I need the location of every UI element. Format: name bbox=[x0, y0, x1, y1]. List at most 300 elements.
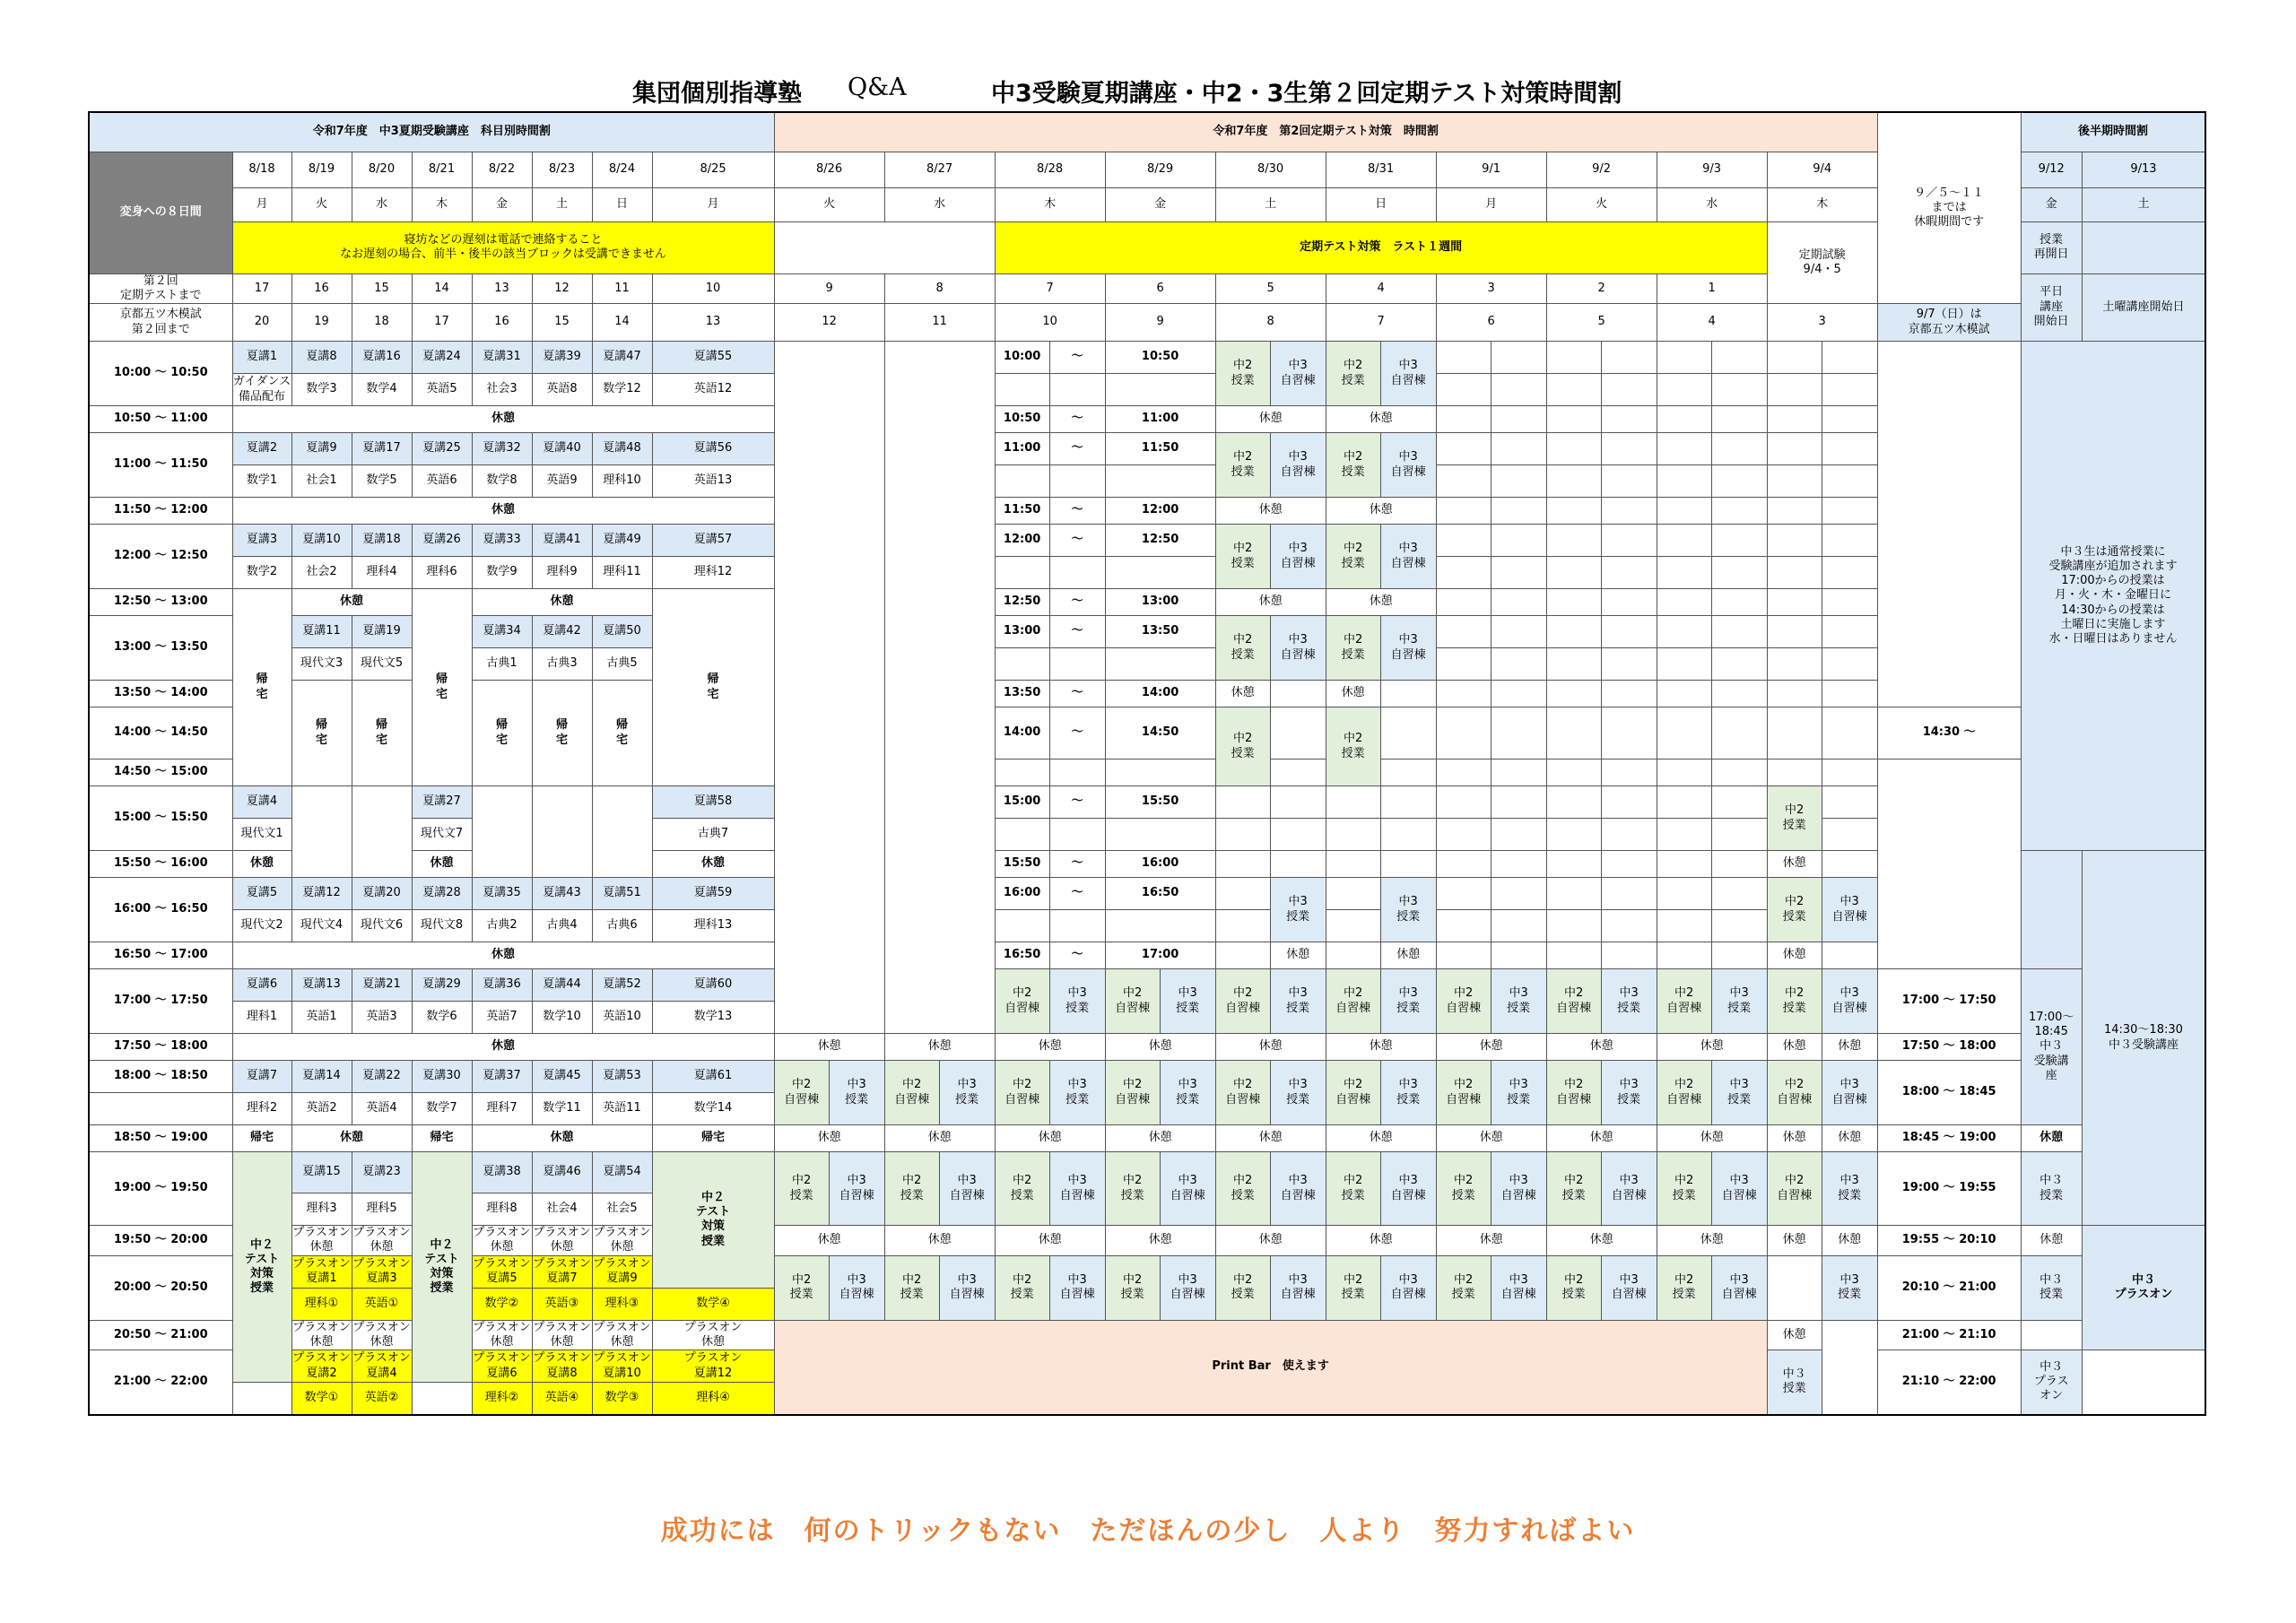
timetable-cell: 14:00 ～ 14:50 bbox=[89, 707, 232, 759]
timetable-cell: 夏講24 bbox=[412, 342, 472, 374]
timetable-cell: 土 bbox=[532, 187, 592, 221]
timetable-cell bbox=[1601, 759, 1657, 786]
timetable-cell: 夏講20 bbox=[352, 878, 412, 910]
timetable-cell: 数学6 bbox=[412, 1002, 472, 1034]
timetable-cell bbox=[1767, 557, 1822, 589]
page-title: 中3受験夏期講座・中2・3生第２回定期テスト対策時間割 bbox=[991, 80, 1622, 108]
timetable-cell: 中2 授業 bbox=[1326, 616, 1380, 681]
timetable-cell bbox=[1711, 878, 1767, 910]
timetable-cell: 中3 授業 bbox=[1491, 1061, 1546, 1125]
timetable-cell: 定期テスト対策 ラスト１週間 bbox=[995, 221, 1767, 273]
timetable-cell bbox=[1326, 910, 1380, 942]
timetable-cell: 14:50 ～ 15:00 bbox=[89, 759, 232, 786]
timetable-cell bbox=[1270, 681, 1326, 707]
timetable-cell bbox=[995, 759, 1049, 786]
timetable-cell: ～ bbox=[1049, 406, 1105, 433]
timetable-cell bbox=[1877, 759, 2021, 969]
timetable-cell: 休憩 bbox=[1546, 1125, 1657, 1152]
timetable-cell: 休憩 bbox=[884, 1125, 995, 1152]
timetable-cell: 中3 授業 bbox=[1380, 878, 1436, 942]
timetable-cell: 現代文5 bbox=[352, 648, 412, 681]
timetable-cell: 数学① bbox=[291, 1383, 352, 1415]
timetable-cell: 授業 再開日 bbox=[2021, 221, 2082, 273]
timetable-cell bbox=[1601, 786, 1657, 819]
timetable-cell: 休憩 bbox=[1326, 1125, 1436, 1152]
timetable-cell: 中2 自習棟 bbox=[1215, 969, 1270, 1034]
timetable-cell: 13:50 bbox=[1105, 616, 1215, 648]
timetable-cell: 夏講19 bbox=[352, 616, 412, 648]
timetable-cell bbox=[1491, 616, 1546, 648]
timetable-cell: 夏講31 bbox=[472, 342, 532, 374]
timetable-cell: 英語1 bbox=[291, 1002, 352, 1034]
timetable-cell: 火 bbox=[774, 187, 884, 221]
timetable-cell: 火 bbox=[1546, 187, 1657, 221]
timetable-cell: 中2 授業 bbox=[995, 1152, 1049, 1226]
timetable-cell: 中2 授業 bbox=[884, 1255, 939, 1320]
timetable-cell bbox=[1380, 786, 1436, 819]
timetable-cell: 現代文1 bbox=[232, 819, 291, 851]
timetable-cell: ～ bbox=[1049, 433, 1105, 465]
timetable-cell: 中３ プラスオン bbox=[2082, 1226, 2205, 1350]
timetable-cell: 9 bbox=[774, 273, 884, 304]
timetable-cell: 中2 授業 bbox=[1105, 1255, 1160, 1320]
timetable-cell bbox=[1601, 498, 1657, 525]
timetable-cell: 帰宅 bbox=[652, 1125, 774, 1152]
timetable-cell: 中3 自習棟 bbox=[1711, 1152, 1767, 1226]
timetable-cell: 17:00～ 18:45 中３ 受験講 座 bbox=[2021, 969, 2082, 1125]
timetable-cell bbox=[1711, 498, 1767, 525]
timetable-cell: 中3 授業 bbox=[1270, 969, 1326, 1034]
timetable-cell: 休憩 bbox=[1105, 1226, 1215, 1256]
timetable-cell: 夏講37 bbox=[472, 1061, 532, 1093]
timetable-cell: 数学1 bbox=[232, 465, 291, 498]
timetable-cell bbox=[1822, 498, 1877, 525]
timetable-cell: 休憩 bbox=[1215, 681, 1270, 707]
timetable-cell: 中3 自習棟 bbox=[1380, 525, 1436, 589]
timetable-cell: 理科① bbox=[291, 1288, 352, 1320]
timetable-cell bbox=[1767, 648, 1822, 681]
timetable-cell: 中2 授業 bbox=[1215, 616, 1270, 681]
timetable-cell bbox=[1491, 759, 1546, 786]
timetable-cell bbox=[1711, 707, 1767, 759]
timetable-cell: 中3 授業 bbox=[1270, 1061, 1326, 1125]
timetable-cell: 木 bbox=[995, 187, 1105, 221]
timetable-cell bbox=[1215, 878, 1270, 910]
timetable-cell bbox=[1491, 942, 1546, 969]
timetable-cell bbox=[1436, 616, 1491, 648]
timetable-cell: 英語③ bbox=[532, 1288, 592, 1320]
timetable-cell: 夏講52 bbox=[592, 969, 652, 1002]
timetable-cell: 休憩 bbox=[1380, 942, 1436, 969]
timetable-cell: プラスオン 休憩 bbox=[533, 1226, 591, 1254]
timetable-cell: 中2 授業 bbox=[1326, 707, 1380, 786]
timetable-cell: 中3 自習棟 bbox=[1049, 1255, 1105, 1320]
timetable-cell: プラスオン 夏講6 bbox=[472, 1350, 532, 1383]
timetable-cell: 夏講28 bbox=[412, 878, 472, 910]
timetable-cell bbox=[1491, 433, 1546, 465]
timetable-cell: 休憩 bbox=[232, 851, 291, 878]
timetable-cell bbox=[1601, 616, 1657, 648]
timetable-cell: 20:50 ～ 21:00 bbox=[89, 1320, 232, 1350]
timetable-cell: 17:50 ～ 18:00 bbox=[89, 1034, 232, 1061]
timetable-cell: 理科11 bbox=[592, 557, 652, 589]
timetable-cell bbox=[884, 342, 995, 1034]
timetable-cell: 中2 自習棟 bbox=[1105, 1061, 1160, 1125]
timetable-cell: 中2 授業 bbox=[1215, 1255, 1270, 1320]
timetable-cell bbox=[1601, 557, 1657, 589]
timetable-cell: 理科④ bbox=[652, 1383, 774, 1415]
timetable-cell: 11:50 ～ 12:00 bbox=[89, 498, 232, 525]
timetable-cell: 英語2 bbox=[291, 1093, 352, 1125]
timetable-cell: 16:50 bbox=[995, 942, 1049, 969]
timetable-cell bbox=[1491, 406, 1546, 433]
timetable-cell: 夏講15 bbox=[291, 1152, 352, 1193]
timetable-cell: 中2 授業 bbox=[1657, 1152, 1711, 1226]
timetable-cell: 5 bbox=[1546, 304, 1657, 342]
timetable-cell bbox=[1105, 759, 1215, 786]
timetable-cell: 金 bbox=[472, 187, 532, 221]
timetable-cell: 帰 宅 bbox=[352, 681, 412, 786]
timetable-cell bbox=[1546, 465, 1601, 498]
timetable-cell bbox=[1711, 557, 1767, 589]
timetable-cell bbox=[1711, 589, 1767, 616]
timetable-cell bbox=[1601, 525, 1657, 557]
timetable-cell bbox=[1546, 342, 1601, 374]
timetable-cell bbox=[1436, 342, 1491, 374]
timetable-cell: 中3 自習棟 bbox=[1380, 342, 1436, 406]
timetable-cell: 休憩 bbox=[1326, 498, 1436, 525]
timetable-cell: 中2 授業 bbox=[774, 1152, 829, 1226]
timetable-cell: 休憩 bbox=[774, 1125, 884, 1152]
timetable-cell: 休憩 bbox=[1215, 406, 1326, 433]
timetable-cell: 夏講8 bbox=[291, 342, 352, 374]
school-name: 集団個別指導塾 bbox=[632, 80, 802, 108]
timetable-cell: 中3 自習棟 bbox=[829, 1255, 884, 1320]
timetable-cell: 夏講17 bbox=[352, 433, 412, 465]
timetable-cell bbox=[1657, 648, 1711, 681]
timetable-cell: 12:50 bbox=[995, 589, 1049, 616]
timetable-cell: ～ bbox=[1049, 525, 1105, 557]
timetable-cell: 中3 自習棟 bbox=[1380, 1255, 1436, 1320]
timetable-cell: 休憩 bbox=[291, 1125, 412, 1152]
timetable-cell bbox=[1270, 851, 1326, 878]
timetable-cell: 現代文8 bbox=[412, 910, 472, 942]
timetable-cell: 数学12 bbox=[592, 374, 652, 406]
timetable-cell: 8/20 bbox=[352, 152, 412, 187]
timetable-cell bbox=[1436, 910, 1491, 942]
timetable-cell: 中3 授業 bbox=[1160, 1061, 1215, 1125]
timetable-cell: 17:00 bbox=[1105, 942, 1215, 969]
timetable-cell: 8 bbox=[1215, 304, 1326, 342]
timetable-cell: 理科7 bbox=[472, 1093, 532, 1125]
timetable-cell: 休憩 bbox=[1822, 1034, 1877, 1061]
timetable-cell bbox=[995, 910, 1049, 942]
timetable-grid bbox=[88, 111, 2206, 1416]
timetable-cell bbox=[1215, 819, 1270, 851]
timetable-cell: 8/29 bbox=[1105, 152, 1215, 187]
timetable-cell: 8/22 bbox=[472, 152, 532, 187]
timetable-cell: 中3 自習棟 bbox=[1270, 1255, 1326, 1320]
timetable-cell: 英語3 bbox=[352, 1002, 412, 1034]
timetable-cell: 金 bbox=[1105, 187, 1215, 221]
timetable-cell bbox=[1546, 819, 1601, 851]
page-header bbox=[0, 72, 2296, 113]
timetable-cell: 中2 授業 bbox=[1215, 525, 1270, 589]
timetable-cell: 16:00 ～ 16:50 bbox=[89, 878, 232, 942]
timetable-cell: 休憩 bbox=[232, 942, 774, 969]
timetable-cell: 中2 自習棟 bbox=[1657, 969, 1711, 1034]
timetable-cell bbox=[1711, 465, 1767, 498]
timetable-cell: 中3 自習棟 bbox=[1380, 433, 1436, 498]
timetable-cell bbox=[1049, 648, 1105, 681]
timetable-cell: 木 bbox=[412, 187, 472, 221]
timetable-cell: 12:50 ～ 13:00 bbox=[89, 589, 232, 616]
timetable-cell: 休憩 bbox=[1326, 1034, 1436, 1061]
timetable-cell: 帰 宅 bbox=[232, 589, 291, 786]
timetable-cell: 21:00 ～ 21:10 bbox=[1877, 1320, 2021, 1350]
timetable-cell bbox=[1326, 851, 1380, 878]
timetable-cell: 21:10 ～ 22:00 bbox=[1877, 1350, 2021, 1415]
timetable-cell: 休憩 bbox=[1326, 406, 1436, 433]
timetable-cell: ～ bbox=[1049, 878, 1105, 910]
timetable-row bbox=[89, 1125, 2205, 1152]
timetable-cell bbox=[1436, 406, 1491, 433]
timetable-cell bbox=[232, 1383, 291, 1415]
timetable-cell: 中3 自習棟 bbox=[1491, 1152, 1546, 1226]
timetable-cell bbox=[1491, 851, 1546, 878]
timetable-cell: 中3 授業 bbox=[1380, 1061, 1436, 1125]
timetable-cell bbox=[1491, 465, 1546, 498]
timetable-cell: 休憩 bbox=[1436, 1125, 1546, 1152]
timetable-cell bbox=[1546, 589, 1601, 616]
timetable-cell bbox=[1491, 342, 1546, 374]
timetable-cell: 第２回 定期テストまで bbox=[89, 273, 232, 304]
timetable-cell: 11:50 bbox=[995, 498, 1049, 525]
timetable-cell: 日 bbox=[1326, 187, 1436, 221]
timetable-cell: 中３ プラス オン bbox=[2021, 1350, 2082, 1415]
timetable-cell: 休憩 bbox=[1767, 942, 1822, 969]
timetable-cell bbox=[1491, 589, 1546, 616]
timetable-cell: 平日 講座 開始日 bbox=[2021, 273, 2082, 342]
timetable-cell: プラスオン 休憩 bbox=[292, 1320, 351, 1349]
timetable-cell bbox=[1601, 910, 1657, 942]
timetable-cell: 17:00 ～ 17:50 bbox=[1877, 969, 2021, 1034]
timetable-cell bbox=[1711, 433, 1767, 465]
timetable-cell: ～ bbox=[1049, 681, 1105, 707]
timetable-cell bbox=[1657, 819, 1711, 851]
timetable-cell: 夏講33 bbox=[472, 525, 532, 557]
timetable-cell bbox=[1767, 498, 1822, 525]
timetable-cell: 休憩 bbox=[2021, 1125, 2082, 1152]
timetable-cell: 理科2 bbox=[232, 1093, 291, 1125]
timetable-cell bbox=[1380, 707, 1436, 759]
timetable-cell bbox=[1326, 819, 1380, 851]
timetable-cell: 夏講3 bbox=[232, 525, 291, 557]
timetable-cell: 中2 自習棟 bbox=[1767, 1152, 1822, 1226]
timetable-cell bbox=[1822, 616, 1877, 648]
timetable-cell: 夏講56 bbox=[652, 433, 774, 465]
timetable-cell bbox=[1711, 648, 1767, 681]
timetable-row bbox=[89, 342, 2205, 374]
timetable-cell: 1 bbox=[1657, 273, 1767, 304]
timetable-cell: 中3 自習棟 bbox=[1822, 969, 1877, 1034]
timetable-cell bbox=[995, 557, 1049, 589]
timetable-cell: 中2 授業 bbox=[1326, 525, 1380, 589]
timetable-cell bbox=[1822, 465, 1877, 498]
timetable-cell: 数学13 bbox=[652, 1002, 774, 1034]
timetable-cell bbox=[1546, 942, 1601, 969]
timetable-cell: 7 bbox=[1326, 304, 1436, 342]
timetable-cell bbox=[1657, 616, 1711, 648]
timetable-row bbox=[89, 1226, 2205, 1256]
timetable-row bbox=[89, 1320, 2205, 1350]
timetable-cell: 古典6 bbox=[592, 910, 652, 942]
timetable-cell: 20:00 ～ 20:50 bbox=[89, 1255, 232, 1320]
timetable-cell: ～ bbox=[1049, 851, 1105, 878]
timetable-cell bbox=[1546, 851, 1601, 878]
timetable-cell: 中2 自習棟 bbox=[1215, 1061, 1270, 1125]
timetable-cell: 11:00 bbox=[995, 433, 1049, 465]
timetable-cell: 8/30 bbox=[1215, 152, 1326, 187]
timetable-row bbox=[89, 1034, 2205, 1061]
timetable-cell: 金 bbox=[2021, 187, 2082, 221]
timetable-cell bbox=[1601, 942, 1657, 969]
timetable-cell bbox=[1822, 1320, 1877, 1415]
timetable-cell: 休憩 bbox=[232, 498, 774, 525]
timetable-cell: 夏講29 bbox=[412, 969, 472, 1002]
brand-name: Q&A bbox=[848, 74, 907, 101]
timetable-cell bbox=[89, 1093, 232, 1125]
timetable-cell: 数学4 bbox=[352, 374, 412, 406]
timetable-cell: 12 bbox=[774, 304, 884, 342]
timetable-cell: 中３ 授業 bbox=[2021, 1152, 2082, 1226]
timetable-cell bbox=[1436, 374, 1491, 406]
timetable-cell bbox=[1767, 465, 1822, 498]
timetable-cell: 中２ テスト 対策 授業 bbox=[652, 1152, 774, 1289]
timetable-cell: 中3 自習棟 bbox=[1601, 1255, 1657, 1320]
timetable-cell: プラスオン 夏講5 bbox=[472, 1255, 532, 1288]
timetable-cell: 帰宅 bbox=[232, 1125, 291, 1152]
timetable-cell: 夏講55 bbox=[652, 342, 774, 374]
timetable-cell: 古典2 bbox=[472, 910, 532, 942]
timetable-cell bbox=[1822, 786, 1877, 819]
timetable-cell: 17 bbox=[412, 304, 472, 342]
timetable-cell: 土 bbox=[1215, 187, 1326, 221]
timetable-cell bbox=[1822, 707, 1877, 759]
timetable-cell: 11 bbox=[592, 273, 652, 304]
timetable-cell bbox=[1049, 465, 1105, 498]
timetable-cell: 9/2 bbox=[1546, 152, 1657, 187]
timetable-cell: 中2 授業 bbox=[1767, 969, 1822, 1034]
timetable-cell bbox=[1767, 681, 1822, 707]
timetable-cell bbox=[995, 465, 1049, 498]
timetable-cell: プラスオン 夏講12 bbox=[652, 1350, 774, 1383]
timetable-cell: 英語② bbox=[352, 1383, 412, 1415]
timetable-cell: ９／５～１１ までは 休暇期間です bbox=[1877, 112, 2021, 304]
timetable-cell: 中2 授業 bbox=[1436, 1255, 1491, 1320]
timetable-cell: 14:30 ～ bbox=[1877, 707, 2021, 759]
timetable-cell: 夏講9 bbox=[291, 433, 352, 465]
timetable-cell bbox=[1436, 819, 1491, 851]
timetable-row bbox=[89, 1152, 2205, 1193]
timetable-cell bbox=[1436, 786, 1491, 819]
timetable-cell: 帰 宅 bbox=[472, 681, 532, 786]
timetable-cell bbox=[1657, 759, 1711, 786]
timetable-cell: 古典4 bbox=[532, 910, 592, 942]
timetable-cell: ～ bbox=[1049, 707, 1105, 759]
timetable-cell: 現代文6 bbox=[352, 910, 412, 942]
timetable-cell: 中2 授業 bbox=[1657, 1255, 1711, 1320]
timetable-cell bbox=[1491, 525, 1546, 557]
timetable-cell: 夏講35 bbox=[472, 878, 532, 910]
timetable-cell: 数学11 bbox=[532, 1093, 592, 1125]
timetable-cell: 夏講26 bbox=[412, 525, 472, 557]
timetable-cell: 夏講11 bbox=[291, 616, 352, 648]
timetable-cell bbox=[1601, 589, 1657, 616]
timetable-cell: 10:50 bbox=[1105, 342, 1215, 374]
timetable-cell bbox=[1436, 465, 1491, 498]
timetable-cell bbox=[1546, 681, 1601, 707]
timetable-cell: 休憩 bbox=[472, 1125, 652, 1152]
timetable-cell bbox=[1711, 406, 1767, 433]
timetable-cell: 17:00 ～ 17:50 bbox=[89, 969, 232, 1034]
timetable-cell bbox=[1711, 910, 1767, 942]
timetable-cell: 数学7 bbox=[412, 1093, 472, 1125]
timetable-cell: 帰 宅 bbox=[532, 681, 592, 786]
timetable-cell bbox=[472, 786, 532, 878]
timetable-cell: 17:50 ～ 18:00 bbox=[1877, 1034, 2021, 1061]
timetable-cell: 16 bbox=[291, 273, 352, 304]
timetable-cell: 中2 自習棟 bbox=[995, 1061, 1049, 1125]
timetable-cell bbox=[291, 786, 352, 878]
timetable-cell bbox=[1711, 942, 1767, 969]
timetable-cell: 夏講43 bbox=[532, 878, 592, 910]
timetable-cell: プラスオン 休憩 bbox=[292, 1226, 351, 1254]
timetable-cell bbox=[1215, 942, 1270, 969]
timetable-cell bbox=[1491, 910, 1546, 942]
timetable-cell bbox=[1657, 786, 1711, 819]
timetable-cell: 数学5 bbox=[352, 465, 412, 498]
timetable-cell: 夏講50 bbox=[592, 616, 652, 648]
timetable-cell bbox=[1657, 525, 1711, 557]
timetable-cell: 10 bbox=[652, 273, 774, 304]
timetable-cell: 帰 宅 bbox=[652, 589, 774, 786]
timetable-cell bbox=[1270, 819, 1326, 851]
timetable-cell bbox=[1657, 557, 1711, 589]
timetable-cell: 休憩 bbox=[412, 851, 472, 878]
timetable-cell: 理科12 bbox=[652, 557, 774, 589]
timetable-cell: 夏講39 bbox=[532, 342, 592, 374]
timetable-cell: 16:00 bbox=[1105, 851, 1215, 878]
timetable-cell: 18:00 ～ 18:45 bbox=[1877, 1061, 2021, 1125]
timetable-cell: 理科6 bbox=[412, 557, 472, 589]
timetable-cell bbox=[1105, 465, 1215, 498]
timetable-cell: 中2 授業 bbox=[1105, 1152, 1160, 1226]
timetable-cell bbox=[1105, 557, 1215, 589]
timetable-cell bbox=[1767, 374, 1822, 406]
timetable-cell: 社会2 bbox=[291, 557, 352, 589]
timetable-cell bbox=[1822, 759, 1877, 786]
timetable-cell bbox=[1491, 374, 1546, 406]
timetable-cell: 中3 授業 bbox=[1049, 1061, 1105, 1125]
timetable-cell bbox=[1436, 498, 1491, 525]
timetable-cell bbox=[1436, 525, 1491, 557]
timetable-cell bbox=[1822, 433, 1877, 465]
timetable-cell: 9/13 bbox=[2082, 152, 2205, 187]
timetable-cell bbox=[1436, 759, 1491, 786]
timetable-cell: 夏講44 bbox=[532, 969, 592, 1002]
timetable-cell: 15 bbox=[352, 273, 412, 304]
